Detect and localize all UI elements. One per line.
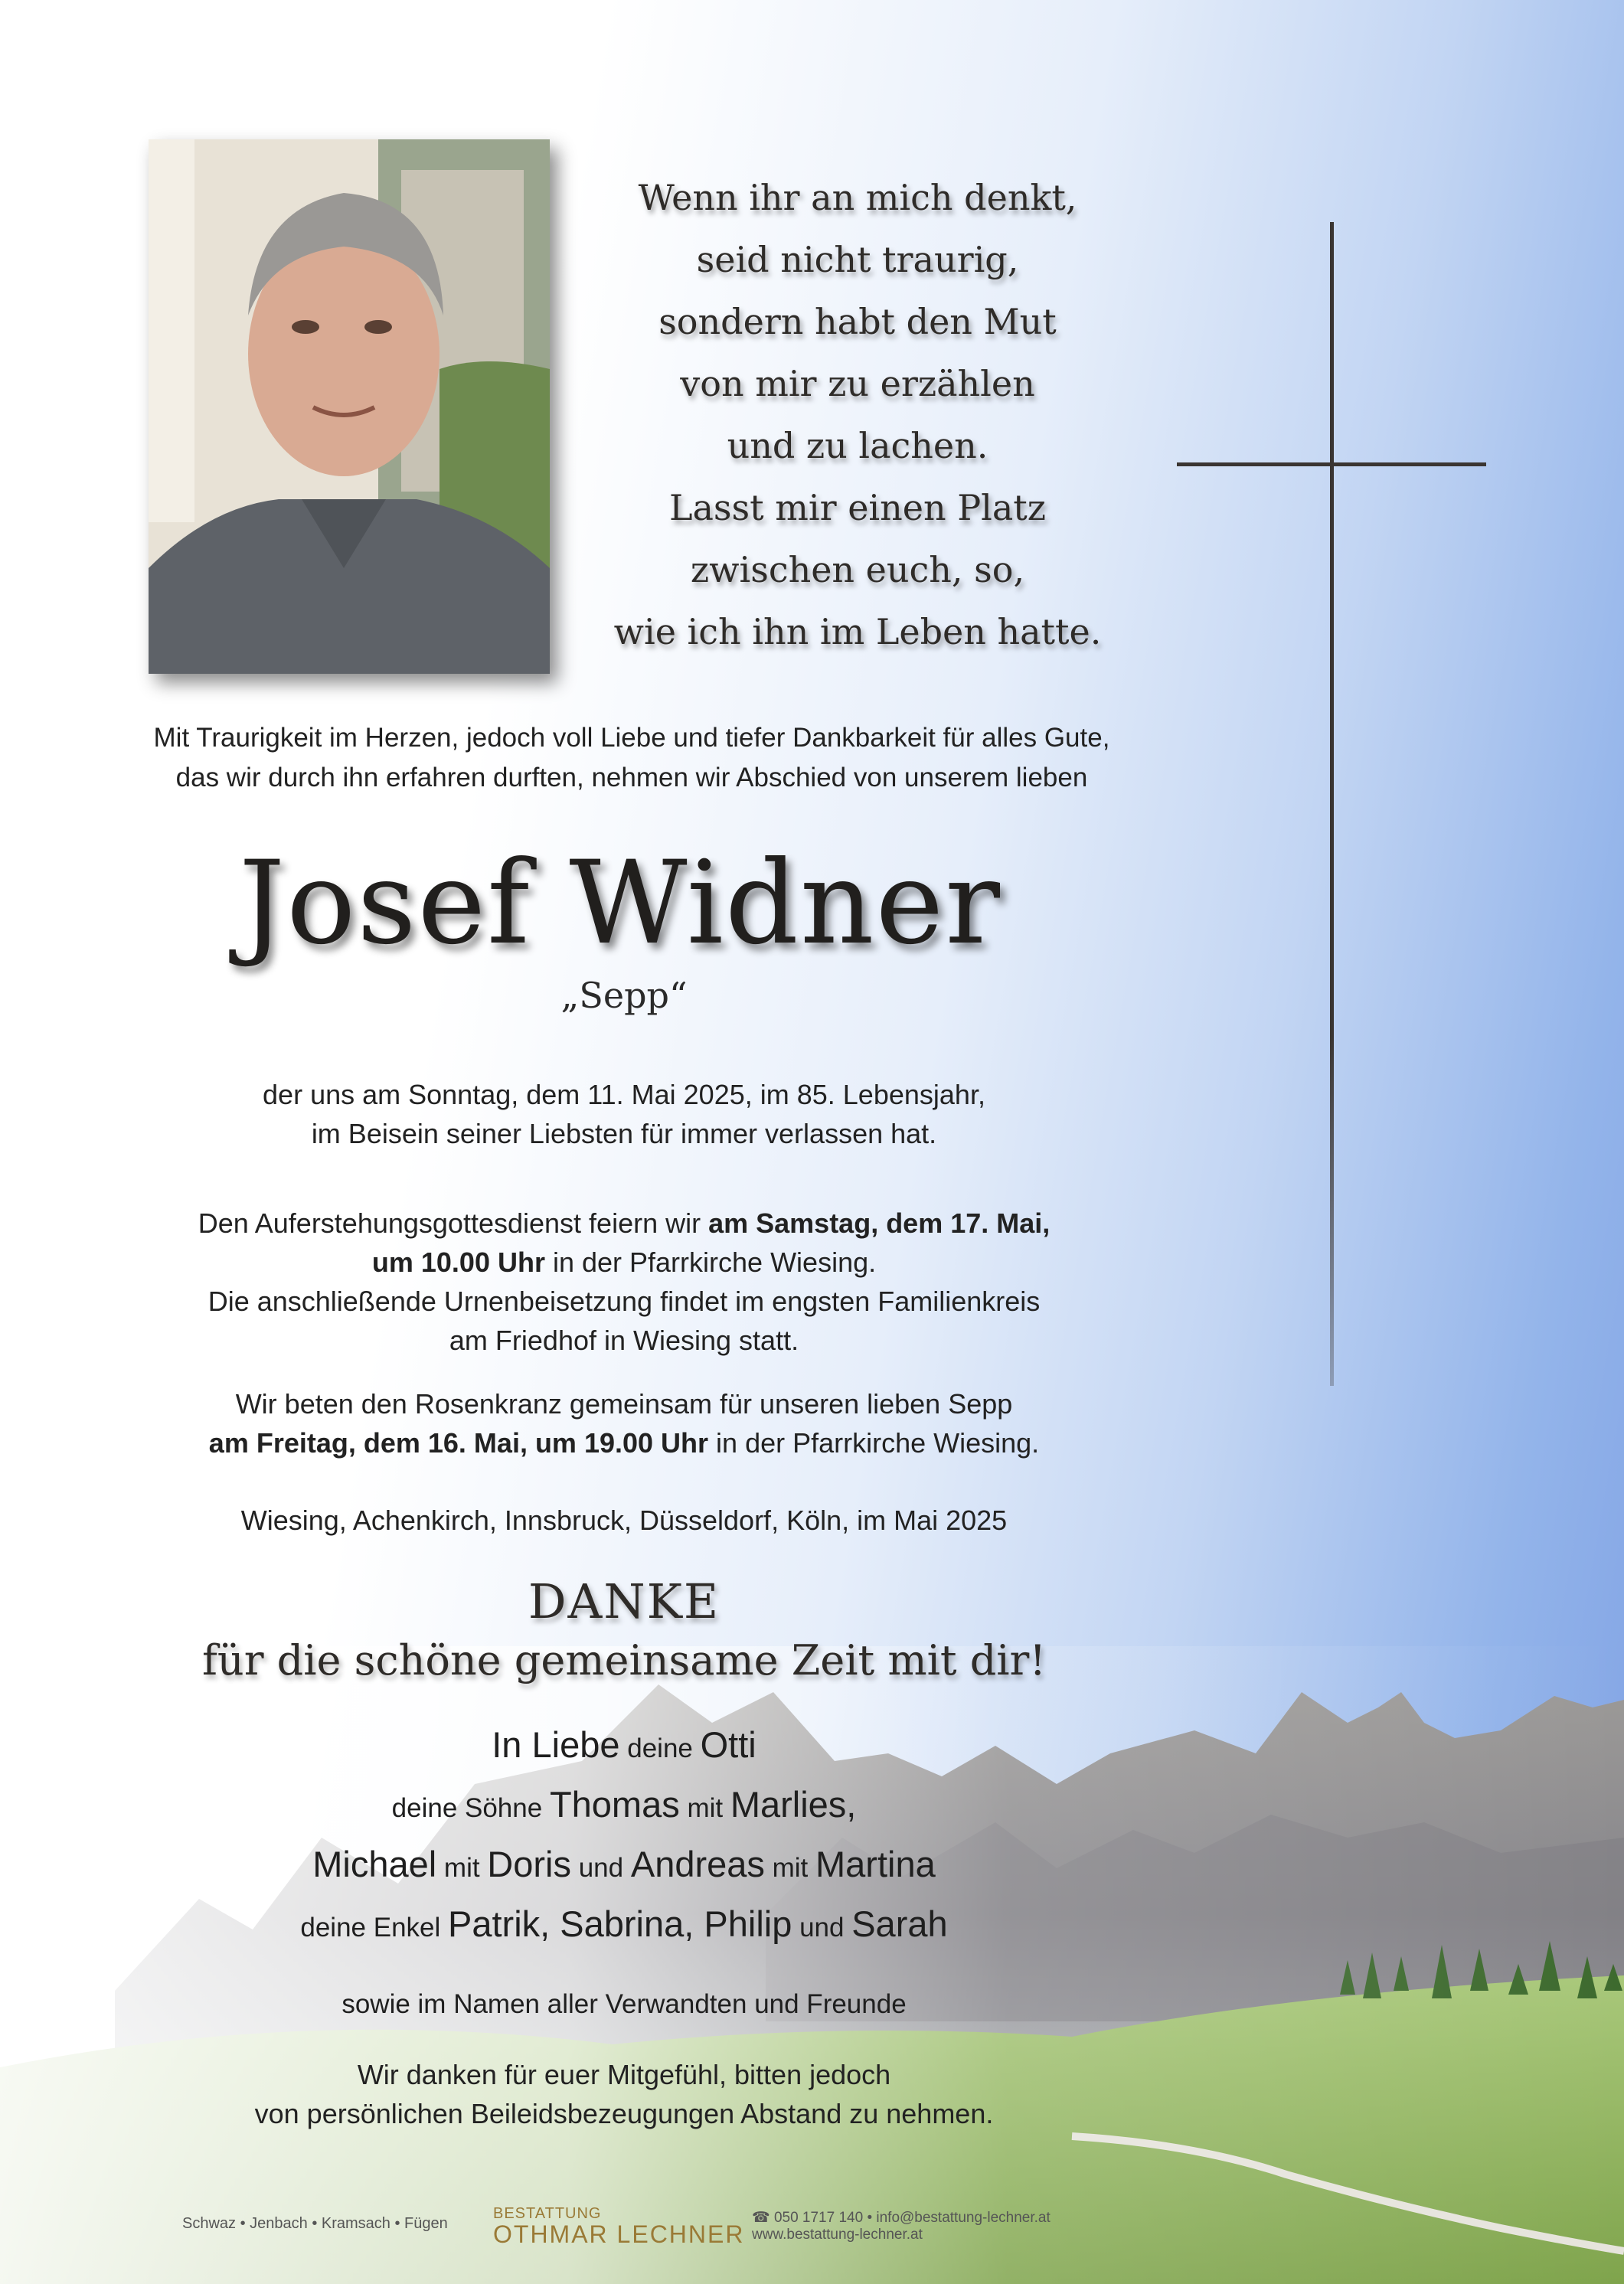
service-date: am Samstag, dem 17. Mai, bbox=[708, 1207, 1051, 1239]
poem-line: Wenn ihr an mich denkt, bbox=[638, 177, 1077, 218]
footer-locations: Schwaz • Jenbach • Kramsach • Fügen bbox=[182, 2215, 448, 2232]
poem-line: seid nicht traurig, bbox=[696, 239, 1019, 280]
closing-note bbox=[115, 2055, 1133, 2133]
intro-text bbox=[115, 718, 1149, 798]
rosary-place: in der Pfarrkirche Wiesing. bbox=[708, 1427, 1040, 1459]
death-line: der uns am Sonntag, dem 11. Mai 2025, im 85. Lebensjahr, bbox=[263, 1079, 985, 1110]
deceased-nickname: „Sepp“ bbox=[560, 975, 688, 1016]
family-text: mit bbox=[764, 1853, 816, 1883]
family-signatures bbox=[191, 1720, 1057, 2024]
family-name: Martina bbox=[815, 1844, 936, 1884]
contact-phone-email: ☎ 050 1717 140 • info@bestattung-lechner.at bbox=[752, 2210, 1051, 2226]
logo-line: OTHMAR LECHNER bbox=[493, 2220, 745, 2248]
poem-line: wie ich ihn im Leben hatte. bbox=[613, 611, 1102, 652]
family-name: Thomas bbox=[549, 1784, 680, 1825]
family-name: Otti bbox=[700, 1724, 756, 1765]
contact-website: www.bestattung-lechner.at bbox=[752, 2227, 923, 2243]
family-text: mit bbox=[679, 1793, 730, 1823]
family-name: Andreas bbox=[630, 1844, 765, 1884]
service-text: Den Auferstehungsgottesdienst feiern wir bbox=[198, 1207, 709, 1239]
cross-icon-vertical bbox=[1330, 222, 1334, 1386]
family-text: deine bbox=[619, 1733, 701, 1763]
intro-line: das wir durch ihn erfahren durften, nehmen wir Abschied von unserem lieben bbox=[175, 763, 1088, 792]
service-info bbox=[115, 1204, 1133, 1360]
poem-line: zwischen euch, so, bbox=[690, 549, 1025, 590]
rosary-date: am Freitag, dem 16. Mai, um 19.00 Uhr bbox=[208, 1427, 709, 1459]
rosary-info bbox=[115, 1384, 1133, 1462]
portrait-photo bbox=[149, 139, 550, 674]
poem-line: und zu lachen. bbox=[727, 425, 988, 466]
funeral-home-logo bbox=[493, 2206, 744, 2247]
rosary-text: Wir beten den Rosenkranz gemeinsam für unseren lieben Sepp bbox=[235, 1388, 1013, 1420]
family-text: deine Söhne bbox=[391, 1793, 550, 1823]
relatives-text: sowie im Namen aller Verwandten und Freunde bbox=[341, 1989, 907, 2019]
cross-icon-horizontal bbox=[1177, 462, 1486, 466]
family-text: mit bbox=[436, 1853, 488, 1883]
deceased-name: Josef Widner bbox=[239, 837, 1002, 970]
burial-text: Die anschließende Urnenbeisetzung findet im engsten Familienkreis bbox=[207, 1286, 1041, 1317]
family-name: Michael bbox=[312, 1844, 437, 1884]
thanks-section bbox=[191, 1571, 1057, 1689]
family-name: Doris bbox=[487, 1844, 571, 1884]
family-name: Patrik, Sabrina, Philip bbox=[448, 1903, 792, 1944]
place-date: Wiesing, Achenkirch, Innsbruck, Düsseldorf, Köln, im Mai 2025 bbox=[240, 1505, 1008, 1536]
poem-line: Lasst mir einen Platz bbox=[668, 487, 1047, 528]
family-name: Marlies, bbox=[730, 1784, 857, 1825]
footer-contact bbox=[752, 2210, 1051, 2243]
family-text: und bbox=[792, 1913, 852, 1943]
death-line: im Beisein seiner Liebsten für immer verlassen hat. bbox=[311, 1118, 937, 1149]
family-text: deine Enkel bbox=[300, 1913, 449, 1943]
family-name: Sarah bbox=[851, 1903, 948, 1944]
thanks-subtitle: für die schöne gemeinsame Zeit mit dir! bbox=[201, 1636, 1047, 1684]
poem-line: von mir zu erzählen bbox=[680, 363, 1035, 404]
death-notice bbox=[115, 1075, 1133, 1153]
service-time: um 10.00 Uhr bbox=[371, 1247, 545, 1278]
poem bbox=[567, 167, 1149, 663]
intro-line: Mit Traurigkeit im Herzen, jedoch voll Liebe und tiefer Dankbarkeit für alles Gute, bbox=[153, 723, 1110, 753]
family-text: In Liebe bbox=[492, 1724, 620, 1765]
family-text: und bbox=[570, 1853, 631, 1883]
thanks-title: DANKE bbox=[528, 1573, 721, 1629]
closing-line: Wir danken für euer Mitgefühl, bitten jedoch bbox=[357, 2059, 891, 2090]
service-place: in der Pfarrkirche Wiesing. bbox=[544, 1247, 877, 1278]
logo-line: BESTATTUNG bbox=[493, 2205, 602, 2222]
burial-place: am Friedhof in Wiesing statt. bbox=[449, 1325, 799, 1356]
closing-line: von persönlichen Beileidsbezeugungen Abstand zu nehmen. bbox=[254, 2098, 994, 2129]
poem-line: sondern habt den Mut bbox=[658, 301, 1057, 342]
